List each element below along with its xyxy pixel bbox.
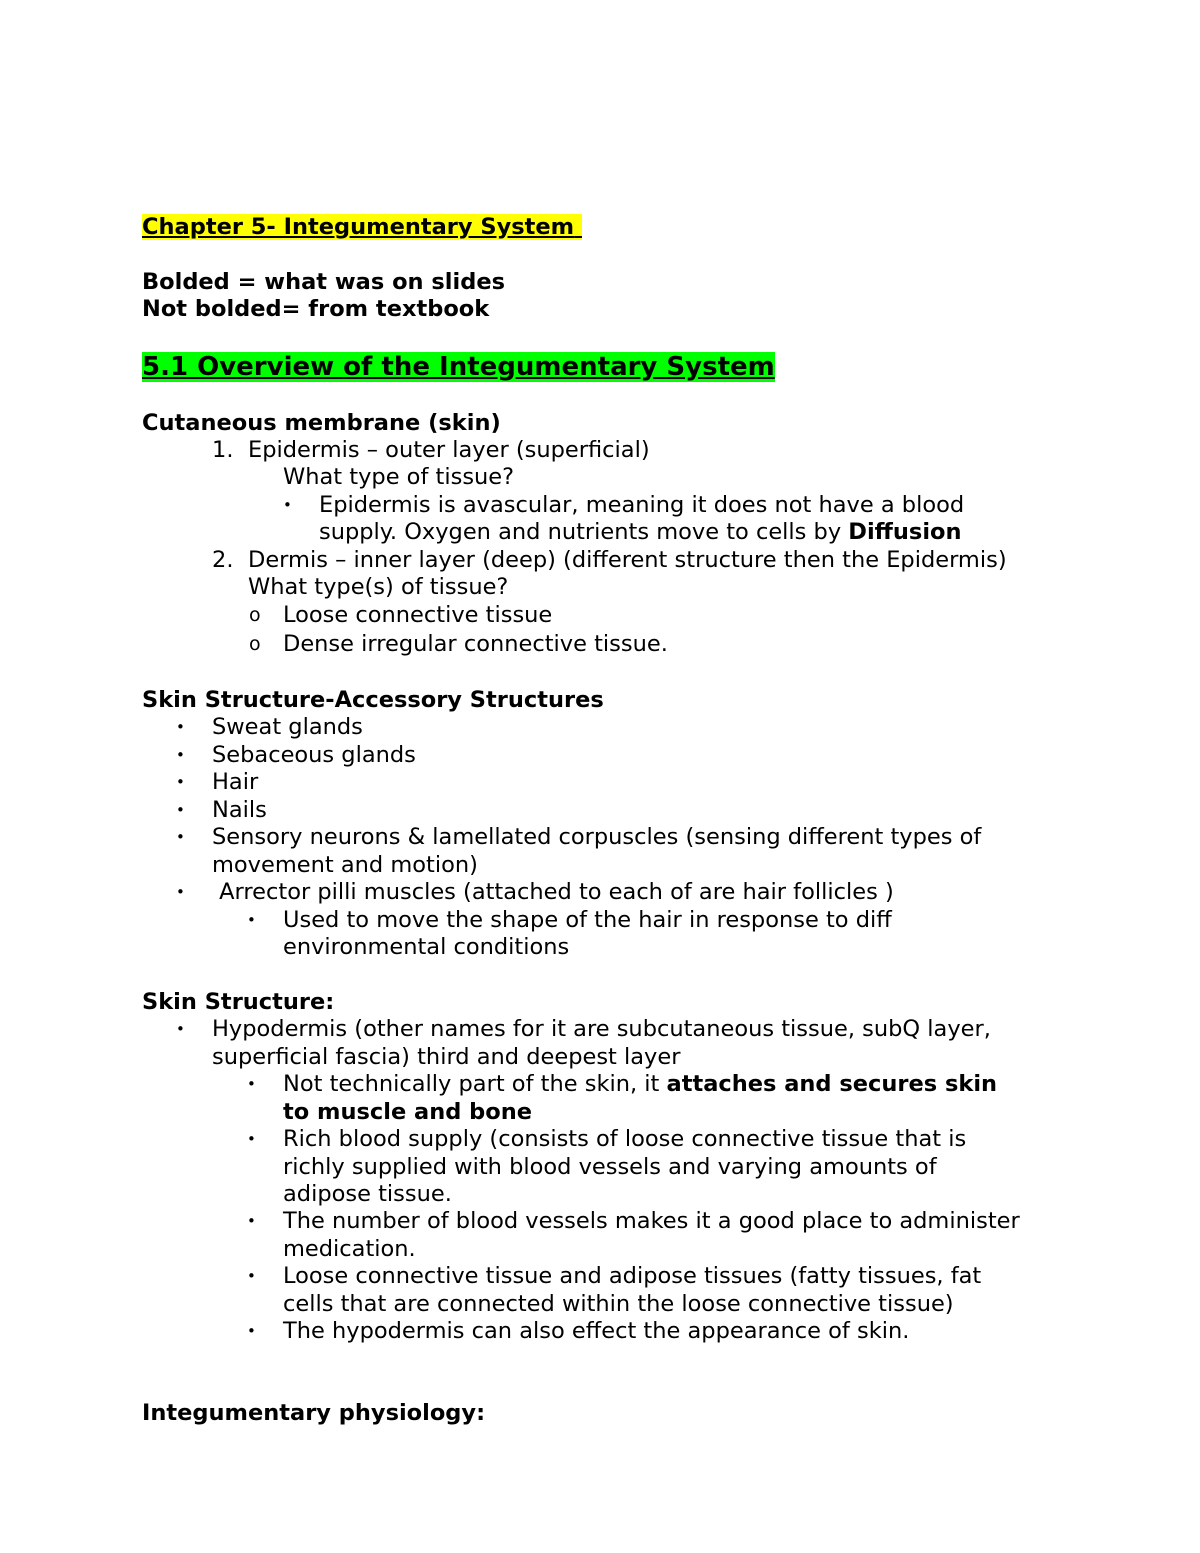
epidermis-bullet-line2-text: supply. Oxygen and nutrients move to cells by	[319, 519, 849, 545]
hypodermis-line2: superficial fascia) third and deepest layer	[212, 1044, 681, 1070]
list-item: Sensory neurons & lamellated corpuscles (sensing different types of	[212, 824, 982, 850]
hypo-sub1-text: Not technically part of the skin, it	[283, 1071, 667, 1097]
arrector-sub-line1: Used to move the shape of the hair in response to diff	[283, 907, 892, 933]
dermis-question: What type(s) of tissue?	[248, 574, 509, 600]
epidermis-question: What type of tissue?	[283, 464, 515, 490]
circle-bullet-icon: o	[249, 633, 261, 655]
bullet-icon: •	[247, 1075, 256, 1093]
hypo-sub4-line1: Loose connective tissue and adipose tissues (fatty tissues, fat	[283, 1263, 982, 1289]
list-item: Arrector pilli muscles (attached to each of are hair follicles )	[212, 879, 894, 905]
epidermis-bullet-line2	[319, 519, 962, 546]
structure-heading: Skin Structure:	[142, 989, 335, 1015]
bullet-icon: •	[247, 1322, 256, 1340]
bullet-icon: •	[247, 911, 256, 929]
bullet-icon: •	[176, 746, 185, 764]
hypodermis-line1: Hypodermis (other names for it are subcutaneous tissue, subQ layer,	[212, 1016, 991, 1042]
hypo-sub2-line2: richly supplied with blood vessels and varying amounts of	[283, 1154, 937, 1180]
dermis-item: Dermis – inner layer (deep) (different structure then the Epidermis)	[248, 547, 1007, 573]
list-item-continued: movement and motion)	[212, 852, 478, 878]
epidermis-item: Epidermis – outer layer (superficial)	[248, 437, 650, 463]
list-item: Hair	[212, 769, 259, 795]
dermis-sub2: Dense irregular connective tissue.	[283, 631, 668, 657]
hypo-sub3-line2: medication.	[283, 1236, 416, 1262]
accessory-heading: Skin Structure-Accessory Structures	[142, 687, 604, 713]
list-item: Nails	[212, 797, 267, 823]
bullet-icon: •	[247, 1130, 256, 1148]
bullet-icon: •	[176, 718, 185, 736]
bullet-icon: •	[176, 773, 185, 791]
bullet-icon: •	[176, 883, 185, 901]
hypo-sub4-line2: cells that are connected within the loose connective tissue)	[283, 1291, 954, 1317]
bullet-icon: •	[176, 1020, 185, 1038]
section-title-text: 5.1 Overview of the Integumentary System	[142, 352, 775, 382]
circle-bullet-icon: o	[249, 604, 261, 626]
chapter-title-text: Chapter 5- Integumentary System	[142, 214, 575, 240]
epidermis-bullet-line1: Epidermis is avascular, meaning it does not have a blood	[319, 492, 965, 518]
bullet-icon: •	[283, 496, 292, 514]
hypo-sub5-line1: The hypodermis can also effect the appearance of skin.	[283, 1318, 910, 1344]
dermis-sub1: Loose connective tissue	[283, 602, 553, 628]
list-item: Sebaceous glands	[212, 742, 416, 768]
bullet-icon: •	[247, 1212, 256, 1230]
bullet-icon: •	[176, 801, 185, 819]
legend-bolded: Bolded = what was on slides	[142, 269, 505, 295]
legend-not-bolded: Not bolded= from textbook	[142, 296, 490, 322]
diffusion-term: Diffusion	[848, 519, 962, 545]
hypo-sub1-bold: attaches and secures skin	[666, 1071, 998, 1097]
section-title	[142, 349, 775, 385]
list-number-2: 2.	[212, 547, 234, 573]
bullet-icon: •	[247, 1267, 256, 1285]
arrector-sub-line2: environmental conditions	[283, 934, 570, 960]
chapter-title	[142, 214, 582, 241]
hypo-sub2-line1: Rich blood supply (consists of loose connective tissue that is	[283, 1126, 967, 1152]
hypo-sub1-line2: to muscle and bone	[283, 1099, 533, 1125]
list-number-1: 1.	[212, 437, 234, 463]
physiology-heading: Integumentary physiology:	[142, 1400, 486, 1426]
hypo-sub1-line1	[283, 1071, 997, 1098]
list-item: Sweat glands	[212, 714, 363, 740]
bullet-icon: •	[176, 828, 185, 846]
hypo-sub2-line3: adipose tissue.	[283, 1181, 452, 1207]
cutaneous-heading: Cutaneous membrane (skin)	[142, 410, 501, 436]
hypo-sub3-line1: The number of blood vessels makes it a good place to administer	[283, 1208, 1020, 1234]
